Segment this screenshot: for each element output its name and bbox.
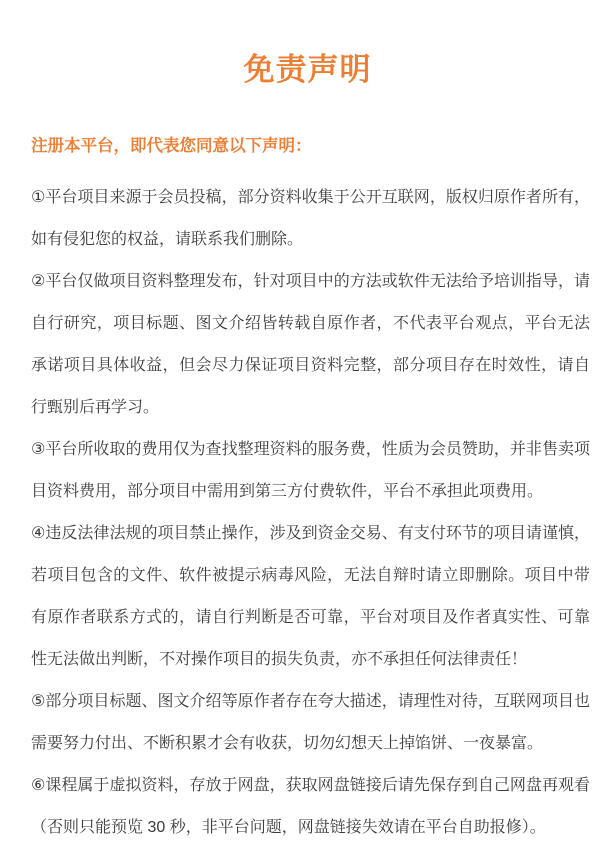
disclaimer-paragraph-1: ①平台项目来源于会员投稿，部分资料收集于公开互联网，版权归原作者所有，如有侵犯您的权益，请联系我们删除。	[31, 189, 590, 248]
disclaimer-paragraph-6: ⑥课程属于虚拟资料，存放于网盘，获取网盘链接后请先保存到自己网盘再观看（否则只能预览 30 秒，非平台问题，网盘链接失效请在平台自助报修）。	[31, 777, 590, 836]
disclaimer-paragraph-5: ⑤部分项目标题、图文介绍等原作者存在夸大描述，请理性对待，互联网项目也需要努力付出、不断积累才会有收获，切勿幻想天上掉馅饼、一夜暴富。	[31, 693, 590, 752]
disclaimer-lead-in: 注册本平台，即代表您同意以下声明：	[31, 137, 312, 155]
disclaimer-body	[31, 177, 590, 849]
disclaimer-paragraph-4: ④违反法律法规的项目禁止操作，涉及到资金交易、有支付环节的项目请谨慎，若项目包含的文件、软件被提示病毒风险，无法自辩时请立即删除。项目中带有原作者联系方式的，请自行判断是否可靠，平台对项目及作者真实性、可靠性无法做出判断，不对操作项目的损失负责，亦不承担任何法律责任！	[31, 525, 590, 668]
disclaimer-paragraph-2: ②平台仅做项目资料整理发布，针对项目中的方法或软件无法给予培训指导，请自行研究，项目标题、图文介绍皆转载自原作者，不代表平台观点，平台无法承诺项目具体收益，但会尽力保证项目资料完整，部分项目存在时效性，请自行甄别后再学习。	[31, 273, 590, 416]
page-title: 免责声明	[243, 52, 372, 87]
disclaimer-paragraph-3: ③平台所收取的费用仅为查找整理资料的服务费，性质为会员赞助，并非售卖项目资料费用，部分项目中需用到第三方付费软件，平台不承担此项费用。	[31, 441, 590, 500]
